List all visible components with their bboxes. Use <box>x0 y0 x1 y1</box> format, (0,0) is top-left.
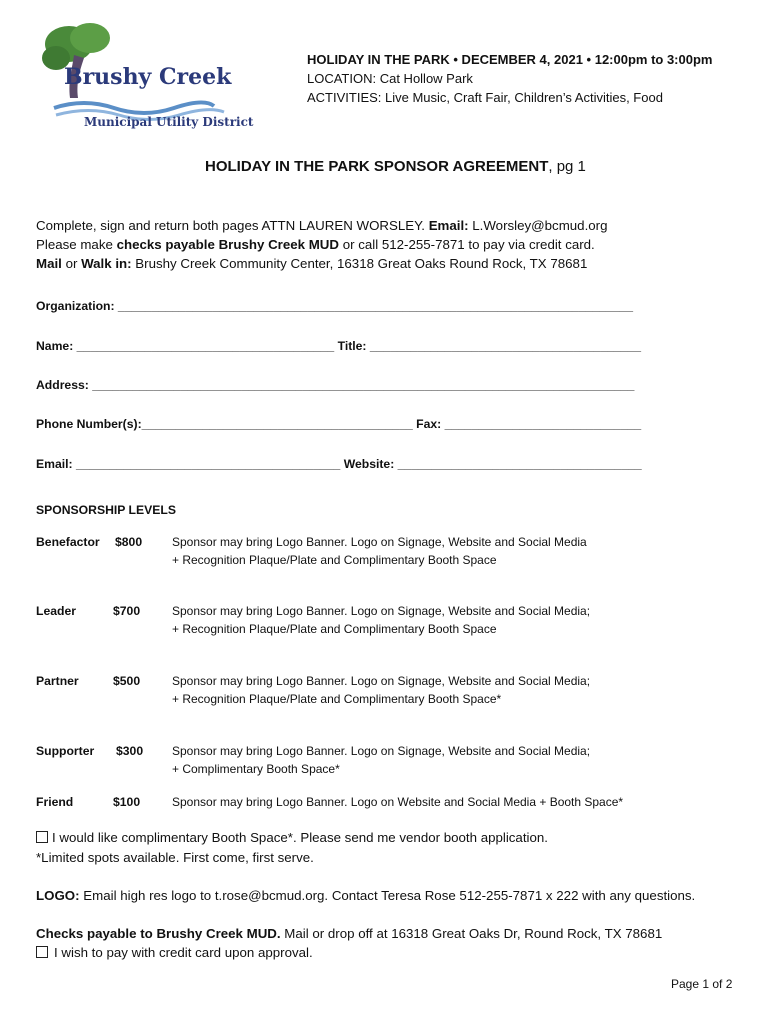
booth-checkbox[interactable] <box>36 831 48 843</box>
instr-mail: Mail <box>36 256 62 271</box>
logo-note-text: Email high res logo to t.rose@bcmud.org. Contact Teresa Rose 512-255-7871 x 222 with any questions. <box>79 888 696 903</box>
location-line: LOCATION: Cat Hollow Park <box>307 71 473 86</box>
booth-checkbox-label: I would like complimentary Booth Space*. Please send me vendor booth application. <box>52 830 548 845</box>
instr-address: Brushy Creek Community Center, 16318 Great Oaks Round Rock, TX 78681 <box>131 256 588 271</box>
level-price: $100 <box>113 795 141 809</box>
organization-field[interactable]: Organization: ____________________________________________________________________________ <box>36 299 634 313</box>
level-name: Leader <box>36 604 76 618</box>
page-title-bold: HOLIDAY IN THE PARK SPONSOR AGREEMENT <box>205 158 549 175</box>
level-name: Partner <box>36 674 79 688</box>
instructions-line-3 <box>36 256 587 271</box>
level-desc-1: Sponsor may bring Logo Banner. Logo on Signage, Website and Social Media; <box>172 604 591 618</box>
instr-text: or <box>61 256 82 271</box>
instr-checks: checks payable Brushy Creek MUD <box>116 237 340 252</box>
level-desc-2: + Recognition Plaque/Plate and Complimentary Booth Space <box>172 553 497 567</box>
phone-fax-field[interactable]: Phone Number(s):________________________________________ Fax: _____________________________ <box>36 417 642 431</box>
level-price: $700 <box>113 604 141 618</box>
name-title-field[interactable]: Name: ______________________________________ Title: ________________________________________ <box>36 339 641 353</box>
level-price: $300 <box>116 744 144 758</box>
page-title-rest: , pg 1 <box>548 158 586 175</box>
logo-note <box>36 888 695 903</box>
credit-card-label: I wish to pay with credit card upon approval. <box>54 945 313 960</box>
level-name: Benefactor <box>36 535 100 549</box>
level-desc-1: Sponsor may bring Logo Banner. Logo on Website and Social Media + Booth Space* <box>172 795 624 809</box>
level-name: Supporter <box>36 744 95 758</box>
event-line: HOLIDAY IN THE PARK • DECEMBER 4, 2021 • 12:00pm to 3:00pm <box>307 52 713 67</box>
level-desc-2: + Complimentary Booth Space* <box>172 762 340 776</box>
page-title <box>205 158 586 175</box>
instr-email-label: Email: <box>428 218 469 233</box>
logo-note-label: LOGO: <box>36 888 80 903</box>
booth-limited-note: *Limited spots available. First come, first serve. <box>36 850 314 865</box>
credit-card-checkbox[interactable] <box>36 946 48 958</box>
checks-line <box>36 926 662 941</box>
level-desc-1: Sponsor may bring Logo Banner. Logo on Signage, Website and Social Media; <box>172 674 591 688</box>
brushy-creek-logo <box>34 20 254 135</box>
instr-email[interactable]: L.Worsley@bcmud.org <box>468 218 608 233</box>
instr-text: Complete, sign and return both pages ATTN LAUREN WORSLEY. <box>36 218 429 233</box>
level-desc-1: Sponsor may bring Logo Banner. Logo on Signage, Website and Social Media; <box>172 744 591 758</box>
level-desc-2: + Recognition Plaque/Plate and Complimentary Booth Space <box>172 622 497 636</box>
page-number: Page 1 of 2 <box>671 977 733 991</box>
address-field[interactable]: Address: ________________________________________________________________________________ <box>36 378 635 392</box>
checks-label: Checks payable to Brushy Creek MUD. <box>36 926 281 941</box>
instructions-line-1 <box>36 218 607 233</box>
activities-line: ACTIVITIES: Live Music, Craft Fair, Children’s Activities, Food <box>307 90 663 105</box>
booth-request-line <box>36 830 548 845</box>
level-price: $500 <box>113 674 141 688</box>
level-desc-1: Sponsor may bring Logo Banner. Logo on Signage, Website and Social Media <box>172 535 587 549</box>
logo-title: Brushy Creek <box>64 64 232 90</box>
instr-walkin: Walk in: <box>81 256 132 271</box>
level-name: Friend <box>36 795 74 809</box>
level-desc-2: + Recognition Plaque/Plate and Complimentary Booth Space* <box>172 692 502 706</box>
instr-text: or call 512-255-7871 to pay via credit card. <box>339 237 595 252</box>
instr-text: Please make <box>36 237 117 252</box>
checks-text: Mail or drop off at 16318 Great Oaks Dr, Round Rock, TX 78681 <box>280 926 663 941</box>
email-website-field[interactable]: Email: _______________________________________ Website: ____________________________________ <box>36 457 642 471</box>
credit-card-line <box>36 945 313 960</box>
logo-subtitle: Municipal Utility District <box>84 115 254 129</box>
instructions-line-2 <box>36 237 595 252</box>
level-price: $800 <box>115 535 143 549</box>
levels-heading: SPONSORSHIP LEVELS <box>36 503 176 517</box>
